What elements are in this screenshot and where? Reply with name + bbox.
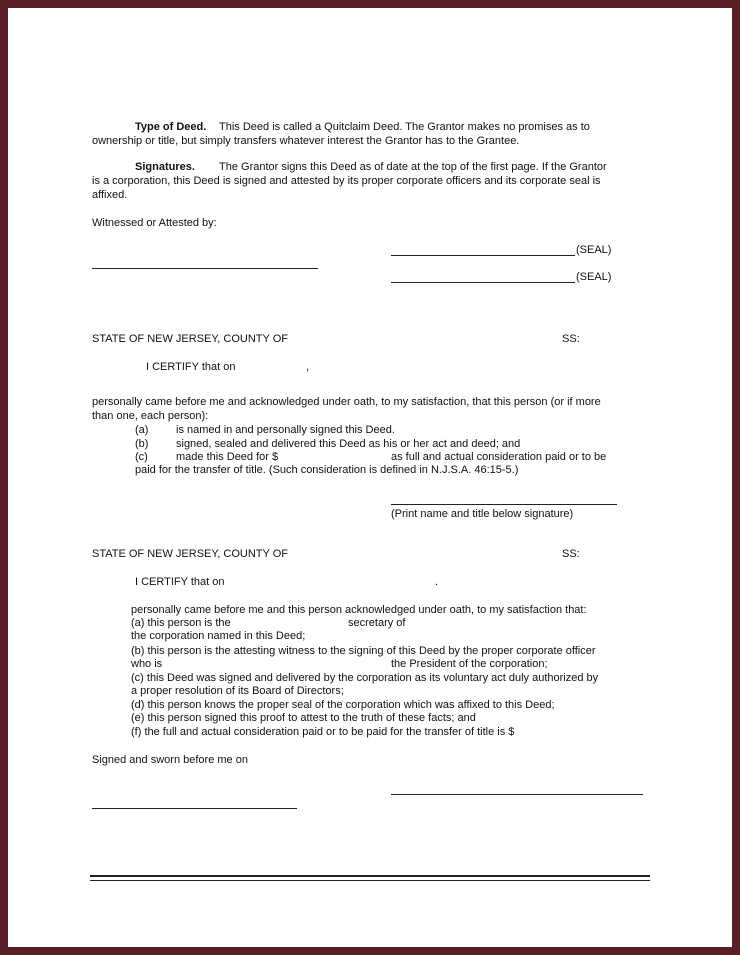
clause-f: (f) the full and actual consideration paid or to be paid for the transfer of title is $ <box>131 726 515 738</box>
item-c-label: (c) <box>135 451 148 463</box>
type-of-deed-line2: ownership or title, but simply transfers whatever interest the Grantor has to the Grantee. <box>92 135 520 147</box>
ss-label-2: SS: <box>562 548 580 560</box>
notary-signature-line-2 <box>391 794 643 795</box>
footer-rule-bottom <box>90 880 650 881</box>
item-a-text: is named in and personally signed this Deed. <box>176 424 395 436</box>
item-c-text: made this Deed for $ <box>176 451 279 463</box>
state-county-1: STATE OF NEW JERSEY, COUNTY OF <box>92 333 288 345</box>
personally-2: personally came before me and this person acknowledged under oath, to my satisfaction that: <box>131 604 587 616</box>
type-of-deed-line1: This Deed is called a Quitclaim Deed. The Grantor makes no promises as to <box>219 121 590 133</box>
clause-b-president: the President of the corporation; <box>391 658 548 670</box>
signatures-line1: The Grantor signs this Deed as of date at the top of the first page. If the Grantor <box>219 161 607 173</box>
witness-signature-line <box>92 268 318 269</box>
certify-1-comma: , <box>306 361 310 373</box>
certify-2: I CERTIFY that on <box>135 576 225 588</box>
clause-c-line1: (c) this Deed was signed and delivered by the corporation as its voluntary act duly authorized by <box>131 672 599 684</box>
clause-b-line1: (b) this person is the attesting witness to the signing of this Deed by the proper corporate officer <box>131 645 596 657</box>
clause-e: (e) this person signed this proof to attest to the truth of these facts; and <box>131 712 476 724</box>
seal-label-2: (SEAL) <box>576 271 612 283</box>
item-b-label: (b) <box>135 438 149 450</box>
item-c-continued: as full and actual consideration paid or to be <box>391 451 607 463</box>
witnessed-label: Witnessed or Attested by: <box>92 217 217 229</box>
signed-sworn-label: Signed and sworn before me on <box>92 754 248 766</box>
personally-1-line2: than one, each person): <box>92 410 209 422</box>
ss-label-1: SS: <box>562 333 580 345</box>
deed-page <box>8 8 732 947</box>
type-of-deed-heading: Type of Deed. <box>135 121 207 133</box>
signatures-line2: is a corporation, this Deed is signed and attested by its proper corporate officers and its corporate seal is <box>92 175 601 187</box>
print-name-label: (Print name and title below signature) <box>391 508 574 520</box>
clause-c-line2: a proper resolution of its Board of Directors; <box>131 685 344 697</box>
seal-label-1: (SEAL) <box>576 244 612 256</box>
officer-signature-line <box>92 808 297 809</box>
certify-1: I CERTIFY that on <box>146 361 236 373</box>
state-county-2: STATE OF NEW JERSEY, COUNTY OF <box>92 548 288 560</box>
notary-signature-line-1 <box>391 504 617 505</box>
clause-a-part1: (a) this person is the <box>131 617 231 629</box>
grantor-signature-line-2 <box>391 282 575 283</box>
signatures-heading: Signatures. <box>135 161 195 173</box>
personally-1-line1: personally came before me and acknowledged under oath, to my satisfaction, that this person (or if more <box>92 396 601 408</box>
item-b-text: signed, sealed and delivered this Deed as his or her act and deed; and <box>176 438 521 450</box>
certify-2-period: . <box>435 576 439 588</box>
footer-rule-top <box>90 875 650 877</box>
clause-a-part2: secretary of <box>348 617 406 629</box>
clause-d: (d) this person knows the proper seal of the corporation which was affixed to this Deed; <box>131 699 555 711</box>
signatures-line3: affixed. <box>92 189 128 201</box>
item-c-line2: paid for the transfer of title. (Such consideration is defined in N.J.S.A. 46:15-5.) <box>135 464 519 476</box>
clause-b-who-is: who is <box>131 658 163 670</box>
clause-a-part3: the corporation named in this Deed; <box>131 630 306 642</box>
item-a-label: (a) <box>135 424 149 436</box>
grantor-signature-line-1 <box>391 255 575 256</box>
